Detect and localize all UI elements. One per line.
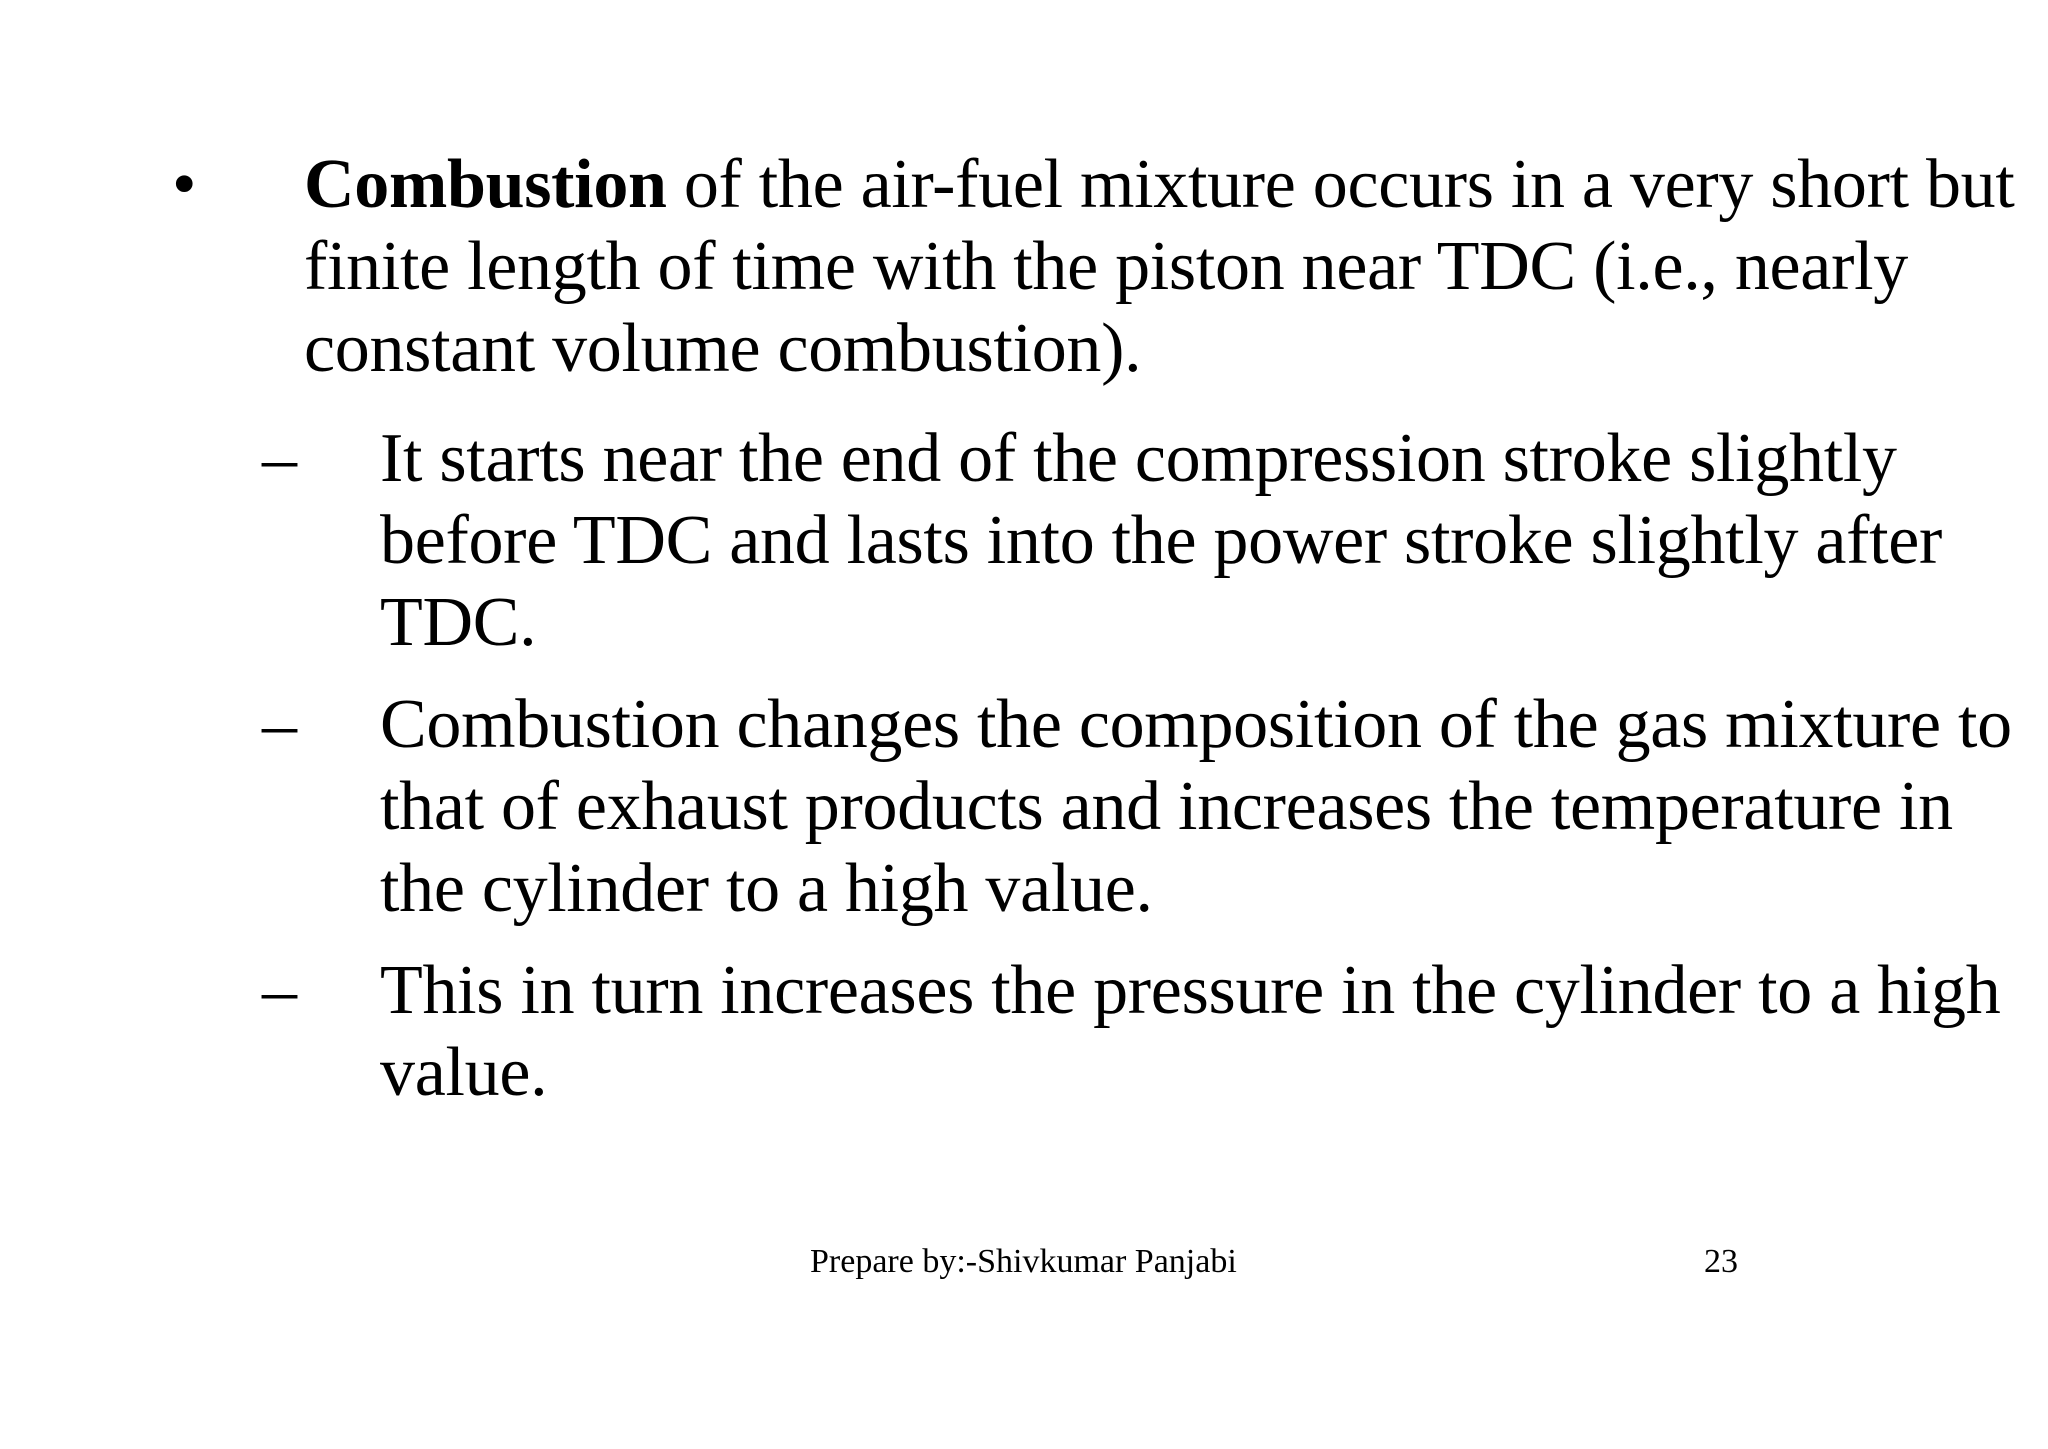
main-bullet-text (304, 144, 2024, 390)
bullet-body: of the air-fuel mixture occurs in a very short but finite length of time with the piston near TDC (i.e., nearly constant volume combustion). (304, 146, 2015, 387)
sub-item-marker: – (262, 952, 297, 1029)
sub-item-text: Combustion changes the composition of the gas mixture to that of exhaust products and increases the temperature in the cylinder to a high value. (380, 686, 2012, 927)
bullet-marker: • (172, 146, 197, 223)
sub-item-marker: – (262, 686, 297, 763)
footer-author: Prepare by:-Shivkumar Panjabi (810, 1243, 1237, 1280)
sub-item-text: This in turn increases the pressure in the cylinder to a high value. (380, 952, 2001, 1111)
sub-item-text: It starts near the end of the compression stroke slightly before TDC and lasts into the power stroke slightly after TDC. (380, 420, 1943, 661)
bullet-lead-word: Combustion (304, 146, 667, 223)
sub-item-marker: – (262, 420, 297, 497)
page-number: 23 (1704, 1243, 1738, 1280)
